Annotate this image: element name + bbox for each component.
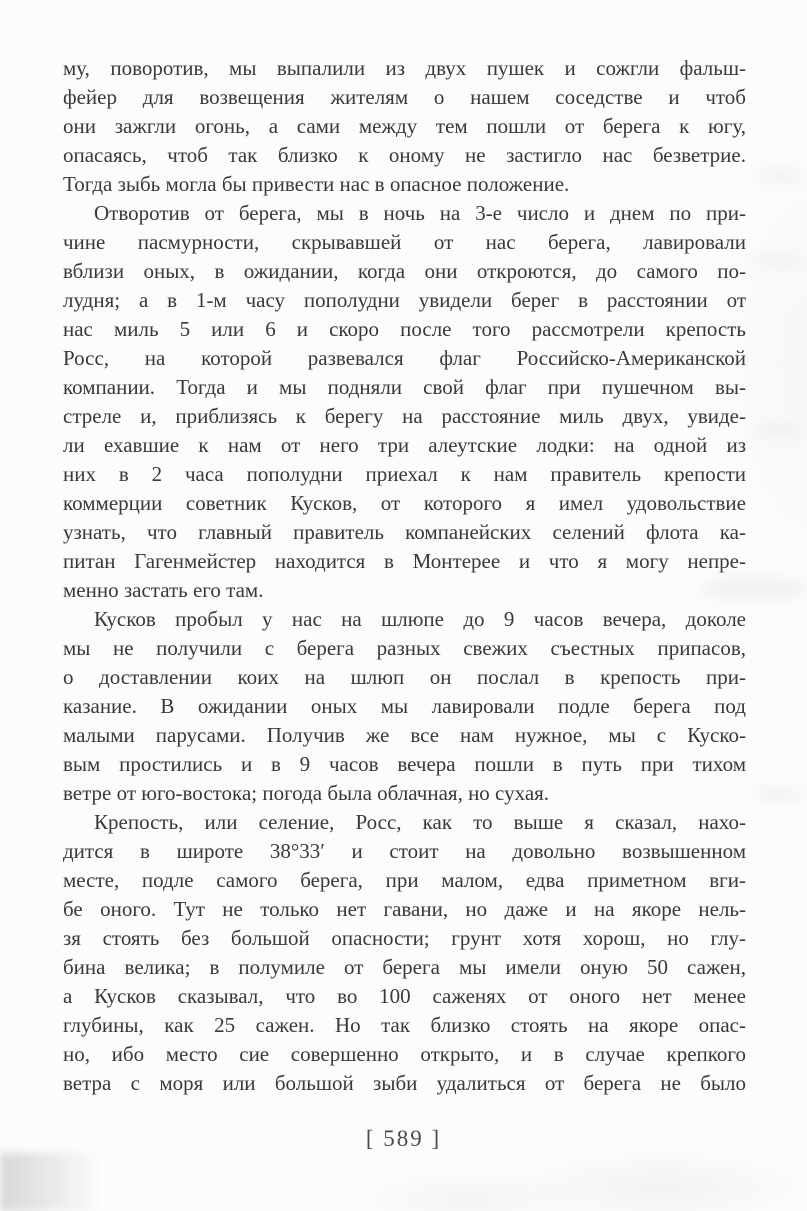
text-line: казание. В ожидании оных мы лавировали подле берега под: [63, 694, 746, 718]
text-line: нас миль 5 или 6 и скоро после того рассмотрели крепость: [63, 317, 746, 341]
text-line: ли ехавшие к нам от него три алеутские лодки: на одной из: [63, 433, 746, 457]
text-line: стреле и, приблизясь к берегу на расстояние миль двух, увиде-: [63, 404, 746, 428]
text-line: ветра с моря или большой зыби удалиться от берега не было: [63, 1071, 746, 1095]
text-line: вым простились и в 9 часов вечера пошли в путь при тихом: [63, 752, 746, 776]
text-line: компании. Тогда и мы подняли свой флаг при пушечном вы-: [63, 375, 746, 399]
text-line: чине пасмурности, скрывавшей от нас берега, лавировали: [63, 230, 746, 254]
page-text-block: [63, 54, 746, 1098]
text-line: вблизи оных, в ожидании, когда они откроются, до самого по-: [63, 259, 746, 283]
text-line: узнать, что главный правитель компанейских селений флота ка-: [63, 520, 746, 544]
scan-artifact: [748, 424, 807, 437]
text-line: месте, подле самого берега, при малом, едва приметном вги-: [63, 868, 746, 892]
text-line: Росс, на которой развевался флаг Российско-Американской: [63, 346, 746, 370]
text-line: о доставлении коих на шлюп он послал в крепость при-: [63, 665, 746, 689]
text-line: питан Гагенмейстер находится в Монтерее и что я могу непре-: [63, 549, 746, 573]
text-line: опасаясь, чтоб так близко к оному не застигло нас безветрие.: [63, 143, 746, 167]
text-line: мы не получили с берега разных свежих съестных припасов,: [63, 636, 746, 660]
scan-artifact: [750, 256, 807, 267]
text-line: дится в широте 38°33′ и стоит на довольно возвышенном: [63, 839, 746, 863]
text-line: Крепость, или селение, Росс, как то выше я сказал, нахо-: [94, 810, 746, 834]
text-line: фейер для возвещения жителям о нашем соседстве и чтоб: [63, 85, 746, 109]
text-line: малыми парусами. Получив же все нам нужное, мы с Куско-: [63, 723, 746, 747]
text-line: бина велика; в полумиле от берега мы имели оную 50 сажен,: [63, 955, 746, 979]
text-line: Отворотив от берега, мы в ночь на 3-е число и днем по при-: [94, 201, 746, 225]
text-line: Кусков пробыл у нас на шлюпе до 9 часов вечера, доколе: [94, 607, 746, 631]
text-line: а Кусков сказывал, что во 100 саженях от оного нет менее: [63, 984, 746, 1008]
scan-corner-shadow: [0, 1153, 135, 1211]
scan-artifact: [752, 170, 807, 182]
text-line: менно застать его там.: [63, 578, 264, 602]
text-line: лудня; а в 1-м часу пополудни увидели берег в расстоянии от: [63, 288, 746, 312]
text-line: но, ибо место сие совершенно открыто, и в случае крепкого: [63, 1042, 746, 1066]
text-line: бе оного. Тут не только нет гавани, но даже и на якоре нель-: [63, 897, 746, 921]
text-line: зя стоять без большой опасности; грунт хотя хорош, но глу-: [63, 926, 746, 950]
text-line: них в 2 часа пополудни приехал к нам правитель крепости: [63, 462, 746, 486]
scan-artifact: [700, 578, 807, 600]
text-line: Тогда зыбь могла бы привести нас в опасное положение.: [63, 172, 570, 196]
page-number: [ 589 ]: [365, 1126, 442, 1151]
scan-artifact: [752, 788, 807, 800]
text-line: они зажгли огонь, а сами между тем пошли от берега к югу,: [63, 114, 746, 138]
text-line: му, поворотив, мы выпалили из двух пушек и сожгли фальш-: [63, 56, 746, 80]
text-line: глубины, как 25 сажен. Но так близко стоять на якоре опас-: [63, 1013, 746, 1037]
text-line: коммерции советник Кусков, от которого я имел удовольствие: [63, 491, 746, 515]
text-line: ветре от юго-востока; погода была облачная, но сухая.: [63, 781, 550, 805]
